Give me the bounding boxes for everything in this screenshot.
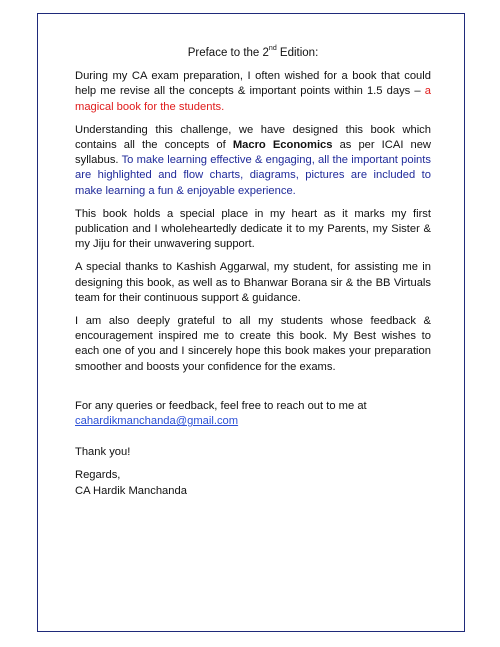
- page-title: [75, 46, 431, 61]
- spacer: [75, 383, 431, 399]
- paragraph-book-contents: [75, 123, 431, 199]
- contact-text: For any queries or feedback, feel free to reach out to me at: [75, 399, 367, 412]
- author-name: CA Hardik Manchanda: [75, 484, 187, 497]
- title-suffix: Edition:: [276, 47, 319, 59]
- paragraph-intro-highlight: a magical book for the students.: [75, 85, 431, 113]
- regards-text: Regards,: [75, 469, 121, 482]
- subject-name: Macro Economics: [232, 139, 333, 152]
- email-link[interactable]: cahardikmanchanda@gmail.com: [75, 415, 239, 428]
- paragraph-intro-text: During my CA exam preparation, I often wished for a book that could help me revise all the concepts & important points within 1.5 days –: [75, 70, 431, 98]
- paragraph-book-text2: as per ICAI new syllabus.: [75, 139, 432, 167]
- paragraph-gratitude: I am also deeply grateful to all my students whose feedback & encouragement inspired me to create this book. My Best wishes to each one of you and I sincerely hope this book makes your preparation smoother and boosts your confidence for the exams.: [75, 315, 431, 373]
- title-superscript: nd: [268, 45, 277, 53]
- contact-paragraph: [75, 399, 431, 429]
- thank-you-text: Thank you!: [75, 446, 131, 459]
- paragraph-dedication: This book holds a special place in my heart as it marks my first publication and I wholeheartedly dedicate it to my Parents, my Sister & my Jiju for their unwavering support.: [75, 207, 431, 251]
- title-prefix: Preface to the 2: [187, 47, 269, 59]
- paragraph-book-highlight: To make learning effective & engaging, all the important points are highlighted and flow charts, diagrams, pictures are included to make learning a fun & enjoyable experience.: [75, 154, 431, 197]
- paragraph-book-text1: Understanding this challenge, we have designed this book which contains all the concepts of: [75, 123, 431, 152]
- preface-content: [75, 46, 431, 499]
- paragraph-intro: [75, 69, 431, 115]
- paragraph-thanks: A special thanks to Kashish Aggarwal, my student, for assisting me in designing this book, as well as to Bhanwar Borana sir & the BB Virtuals team for their continuous support & guidance.: [75, 261, 431, 304]
